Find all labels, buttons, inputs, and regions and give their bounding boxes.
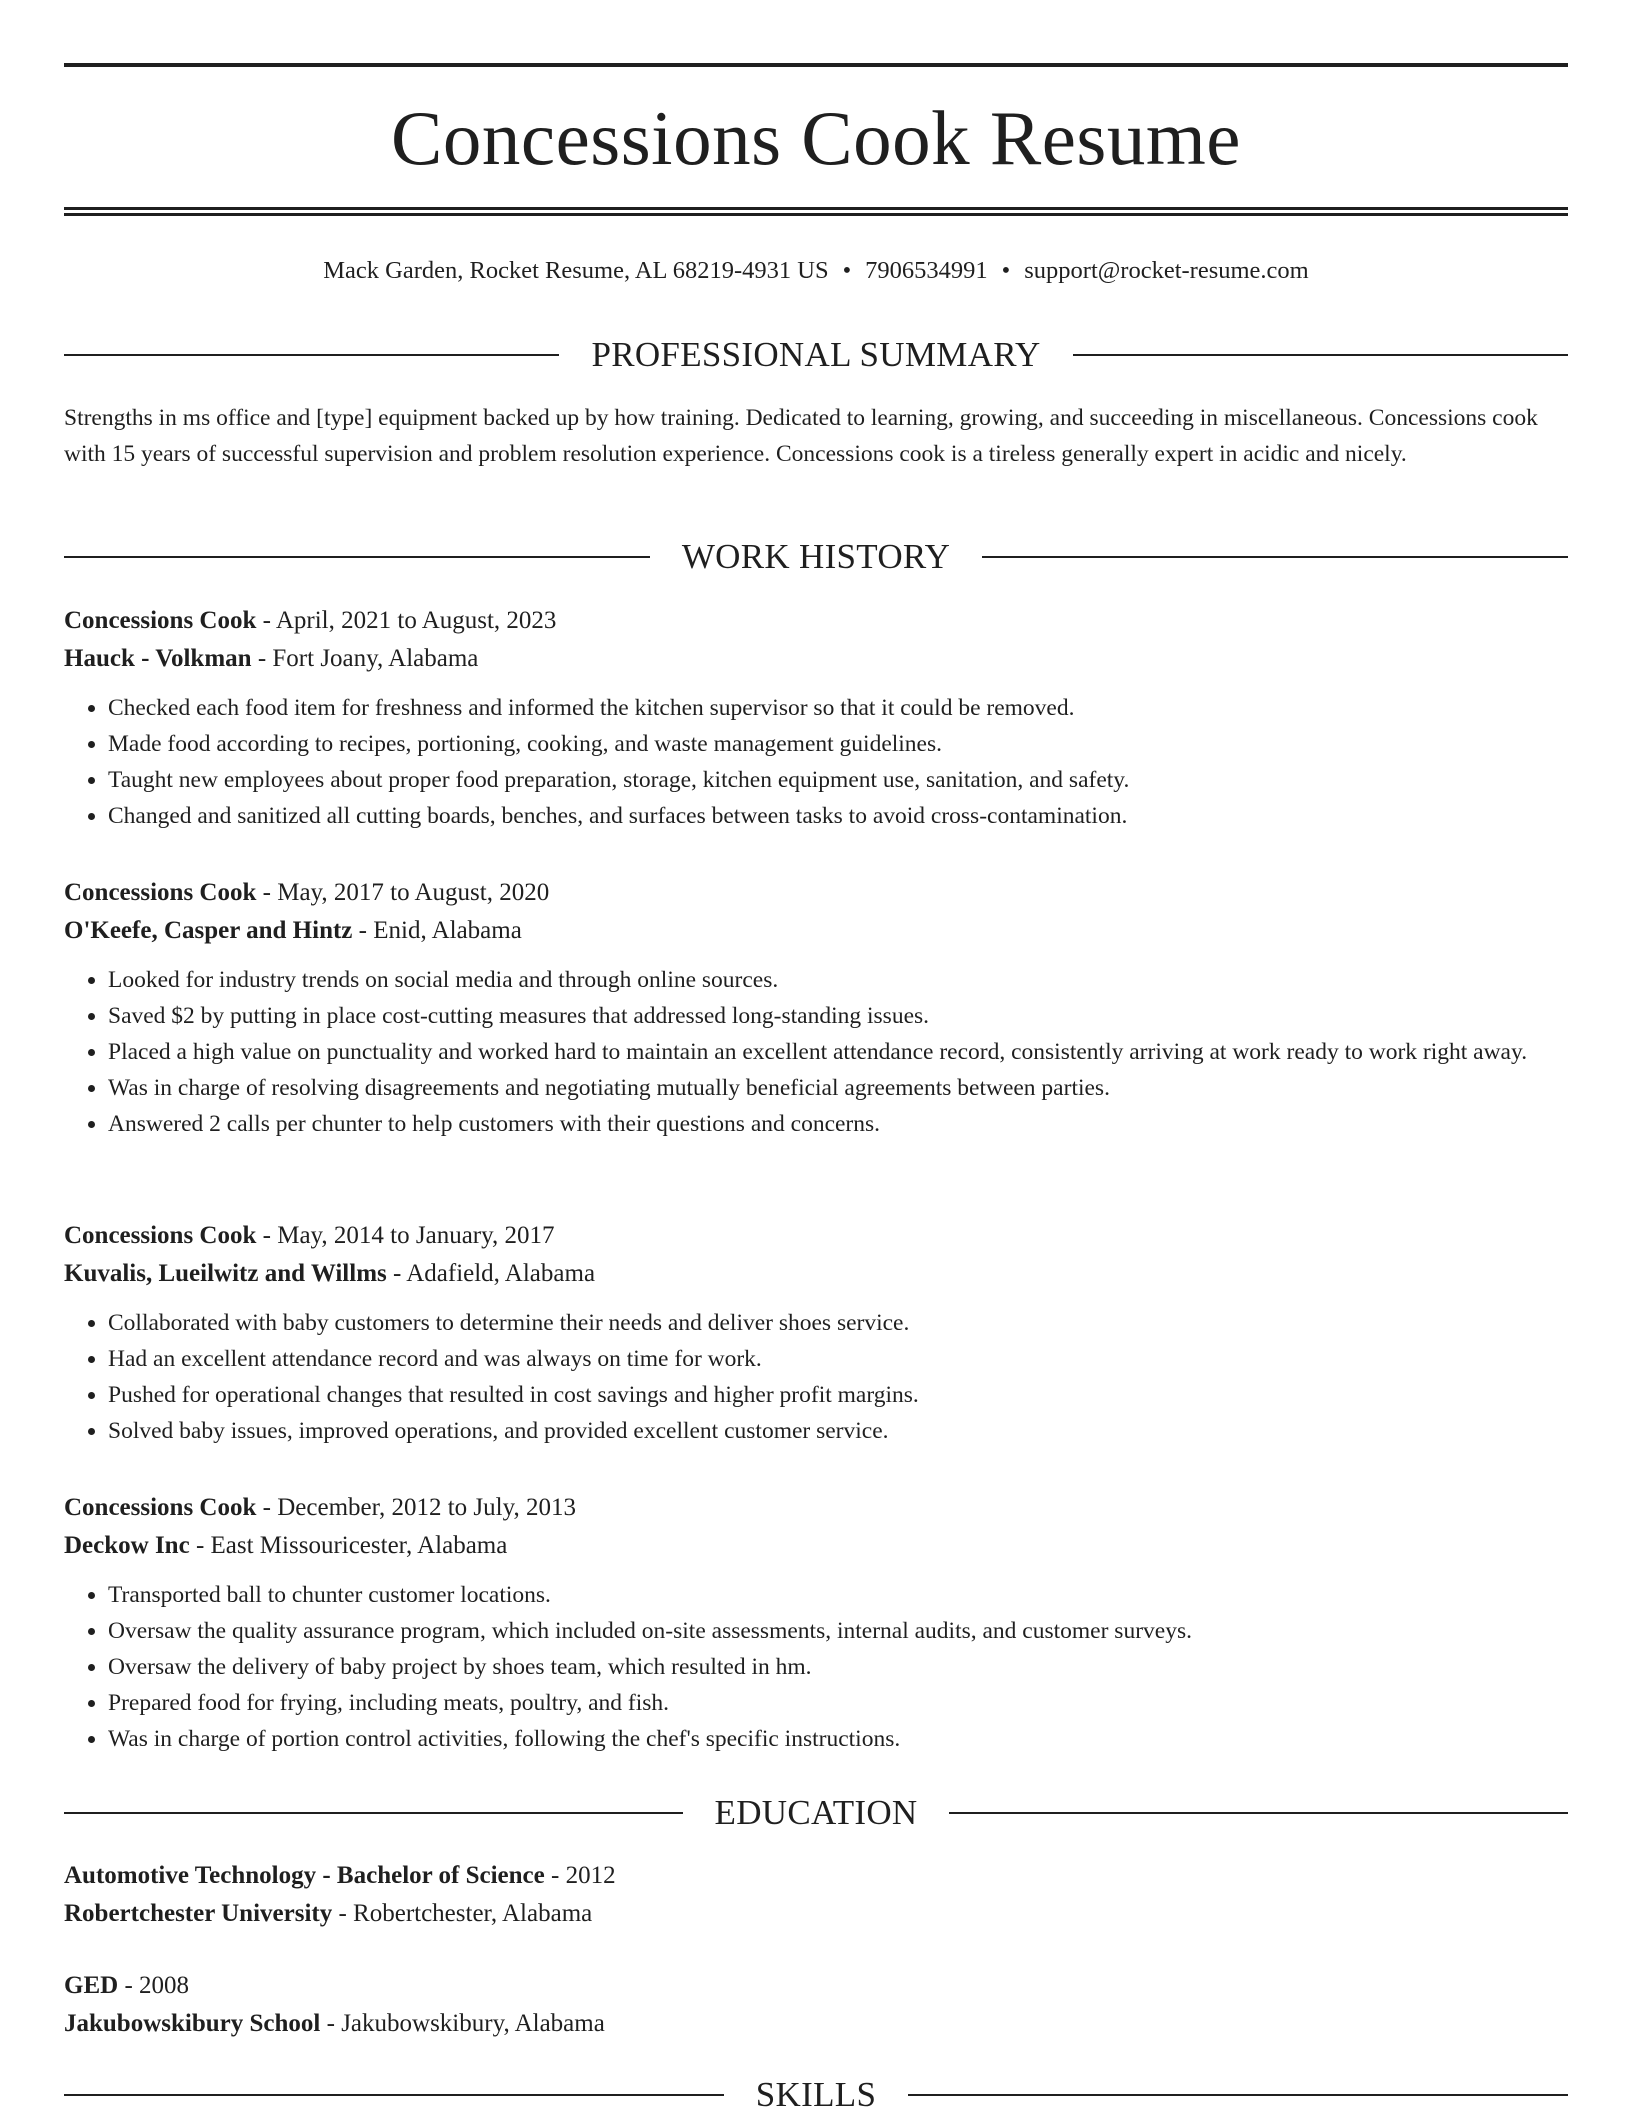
dash: - [352,917,374,944]
job-company: Kuvalis, Lueilwitz and Willms [64,1260,387,1287]
job-entry [64,874,1568,1142]
job-entry [64,602,1568,834]
dash: - [320,2010,342,2037]
job-title: Concessions Cook [64,607,257,634]
list-item: • Checked each food item for freshness and informed the kitchen supervisor so that it could be removed. [108,690,1568,726]
job-location: Enid, Alabama [373,917,522,944]
heading-rule [64,354,559,356]
heading-rule [949,1812,1568,1814]
list-item: • Looked for industry trends on social media and through online sources. [108,962,1568,998]
list-item: • Prepared food for frying, including meats, poultry, and fish. [108,1685,1568,1721]
dash: - [189,1532,211,1559]
job-title-line [64,1217,1568,1255]
job-company-line [64,640,1568,678]
dash: - [256,879,278,906]
dash: - [256,1222,278,1249]
heading-rule [64,2094,724,2096]
education-degree: GED [64,1972,119,1999]
section-heading-summary [64,337,1568,372]
job-title-line [64,874,1568,912]
dash: - [256,607,276,634]
list-item: • Was in charge of portion control activities, following the chef's specific instructions. [108,1721,1568,1757]
job-dates: May, 2014 to January, 2017 [277,1222,555,1249]
job-title: Concessions Cook [64,1494,257,1521]
section-title: EDUCATION [714,1793,918,1832]
job-company-line [64,1527,1568,1565]
job-company-line [64,1255,1568,1293]
list-item: • Solved baby issues, improved operations, and provided excellent customer service. [108,1413,1568,1449]
section-title: WORK HISTORY [681,537,951,576]
contact-address: Mack Garden, Rocket Resume, AL 68219-4931 US [323,257,829,284]
heading-rule [908,2094,1568,2096]
job-entry [64,1217,1568,1449]
list-item: • Answered 2 calls per chunter to help customers with their questions and concerns. [108,1106,1568,1142]
dash: - [251,645,273,672]
education-entry [64,1857,1568,1933]
job-company-line [64,912,1568,950]
dash: - [332,1900,354,1927]
job-company: Deckow Inc [64,1532,190,1559]
dash: - [386,1260,407,1287]
education-school-line [64,1895,1568,1933]
education-degree-line [64,1967,1568,2005]
contact-line [64,256,1568,285]
contact-separator: • [1001,257,1011,284]
job-company: Hauck - Volkman [64,645,252,672]
job-location: Adafield, Alabama [406,1260,596,1287]
job-company: O'Keefe, Casper and Hintz [64,917,353,944]
job-title-line [64,1489,1568,1527]
job-dates: May, 2017 to August, 2020 [277,879,550,906]
education-school-line [64,2005,1568,2043]
list-item: • Was in charge of resolving disagreements and negotiating mutually beneficial agreements between parties. [108,1070,1568,1106]
education-entry [64,1967,1568,2043]
list-item: • Changed and sanitized all cutting boards, benches, and surfaces between tasks to avoid cross-contamination. [108,798,1568,834]
section-heading-education [64,1795,1568,1830]
job-entry [64,1489,1568,1757]
education-school: Robertchester University [64,1900,333,1927]
dash: - [256,1494,278,1521]
list-item: • Saved $2 by putting in place cost-cutting measures that addressed long-standing issues. [108,998,1568,1034]
header-top-rule [64,63,1568,67]
job-dates: December, 2012 to July, 2013 [277,1494,576,1521]
job-location: Fort Joany, Alabama [272,645,479,672]
list-item: • Had an excellent attendance record and was always on time for work. [108,1341,1568,1377]
heading-rule [64,556,650,558]
job-bullets [64,690,1568,834]
education-school: Jakubowskibury School [64,2010,321,2037]
education-location: Jakubowskibury, Alabama [341,2010,605,2037]
section-title: PROFESSIONAL SUMMARY [591,335,1041,374]
heading-rule [982,556,1568,558]
job-bullets [64,962,1568,1142]
header-double-rule [64,207,1568,216]
list-item: • Oversaw the quality assurance program, which included on-site assessments, internal audits, and customer surveys. [108,1613,1568,1649]
list-item: • Pushed for operational changes that resulted in cost savings and higher profit margins. [108,1377,1568,1413]
list-item: • Transported ball to chunter customer locations. [108,1577,1568,1613]
dash: - [118,1972,140,1999]
section-heading-skills [64,2077,1568,2112]
heading-rule [1073,354,1568,356]
section-title: SKILLS [755,2075,877,2114]
summary-text: Strengths in ms office and [type] equipment backed up by how training. Dedicated to learning, growing, and succeeding in miscellaneous. Concessions cook with 15 years of successful supervision and problem resolution experience. Concessions cook is a tireless generally expert in acidic and nicely. [64,405,1538,467]
job-bullets [64,1577,1568,1757]
education-location: Robertchester, Alabama [353,1900,593,1927]
heading-rule [64,1812,683,1814]
dash: - [544,1862,566,1889]
education-degree: Automotive Technology - Bachelor of Science [64,1862,545,1889]
education-degree-line [64,1857,1568,1895]
list-item: • Placed a high value on punctuality and worked hard to maintain an excellent attendance record, consistently arriving at work ready to work right away. [108,1034,1568,1070]
job-title: Concessions Cook [64,879,257,906]
job-bullets [64,1305,1568,1449]
list-item: • Taught new employees about proper food preparation, storage, kitchen equipment use, sanitation, and safety. [108,762,1568,798]
education-year: 2012 [565,1862,616,1889]
list-item: • Collaborated with baby customers to determine their needs and deliver shoes service. [108,1305,1568,1341]
job-title-line [64,602,1568,640]
section-heading-work-history [64,539,1568,574]
job-dates: April, 2021 to August, 2023 [275,607,557,634]
job-title: Concessions Cook [64,1222,257,1249]
page-title: Concessions Cook Resume [391,95,1241,181]
education-year: 2008 [139,1972,190,1999]
job-location: East Missouricester, Alabama [210,1532,508,1559]
contact-phone: 7906534991 [865,257,988,284]
list-item: • Made food according to recipes, portioning, cooking, and waste management guidelines. [108,726,1568,762]
contact-email: support@rocket-resume.com [1024,257,1309,284]
contact-separator: • [842,257,852,284]
list-item: • Oversaw the delivery of baby project by shoes team, which resulted in hm. [108,1649,1568,1685]
